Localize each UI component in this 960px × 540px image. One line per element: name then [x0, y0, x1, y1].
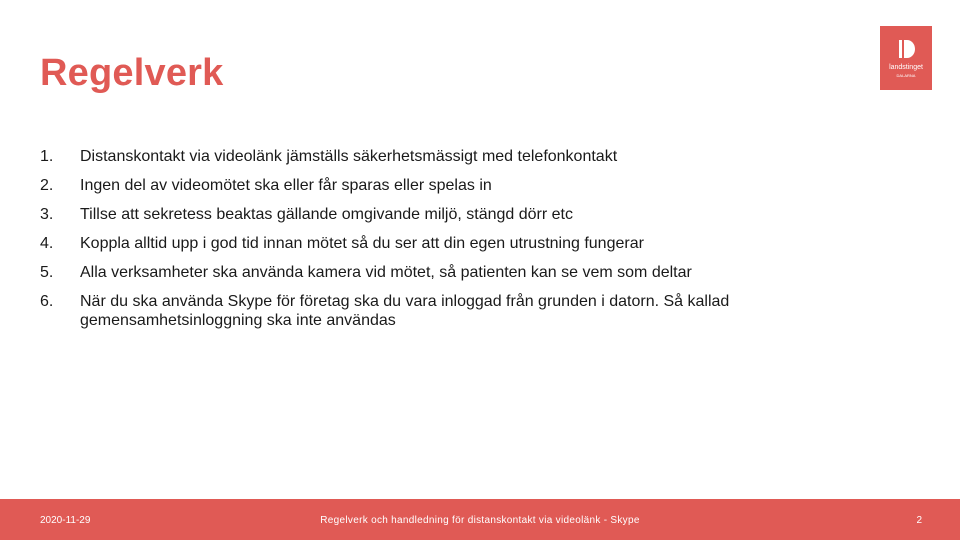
rules-list	[40, 147, 860, 340]
list-item	[40, 147, 860, 166]
footer-title: Regelverk och handledning för distanskontakt via videolänk - Skype	[320, 515, 640, 526]
item-number: 3.	[40, 206, 54, 223]
item-number: 2.	[40, 177, 54, 194]
footer-bar	[0, 499, 960, 540]
item-text: Distanskontakt via videolänk jämställs säkerhetsmässigt med telefonkontakt	[80, 148, 618, 165]
list-item	[40, 176, 860, 195]
list-item	[40, 263, 860, 282]
list-item	[40, 234, 860, 253]
item-number: 5.	[40, 264, 54, 281]
landstinget-dalarna-logo	[880, 26, 932, 90]
list-item	[40, 292, 860, 330]
footer-date: 2020-11-29	[40, 515, 91, 526]
item-number: 6.	[40, 293, 54, 310]
item-text: När du ska använda Skype för företag ska du vara inloggad från grunden i datorn. Så kallad gemensamhetsinloggning ska inte användas	[80, 293, 730, 329]
logo-text-line1: landstinget	[889, 64, 923, 71]
list-item	[40, 205, 860, 224]
item-number: 4.	[40, 235, 54, 252]
logo-text-line2: DALARNA	[896, 73, 916, 78]
page-number: 2	[916, 515, 922, 526]
item-text: Alla verksamheter ska använda kamera vid mötet, så patienten kan se vem som deltar	[80, 264, 692, 281]
item-number: 1.	[40, 148, 54, 165]
slide-title: Regelverk	[40, 52, 224, 94]
item-text: Tillse att sekretess beaktas gällande omgivande miljö, stängd dörr etc	[80, 206, 573, 223]
item-text: Ingen del av videomötet ska eller får sparas eller spelas in	[80, 177, 492, 194]
item-text: Koppla alltid upp i god tid innan mötet så du ser att din egen utrustning fungerar	[80, 235, 644, 252]
